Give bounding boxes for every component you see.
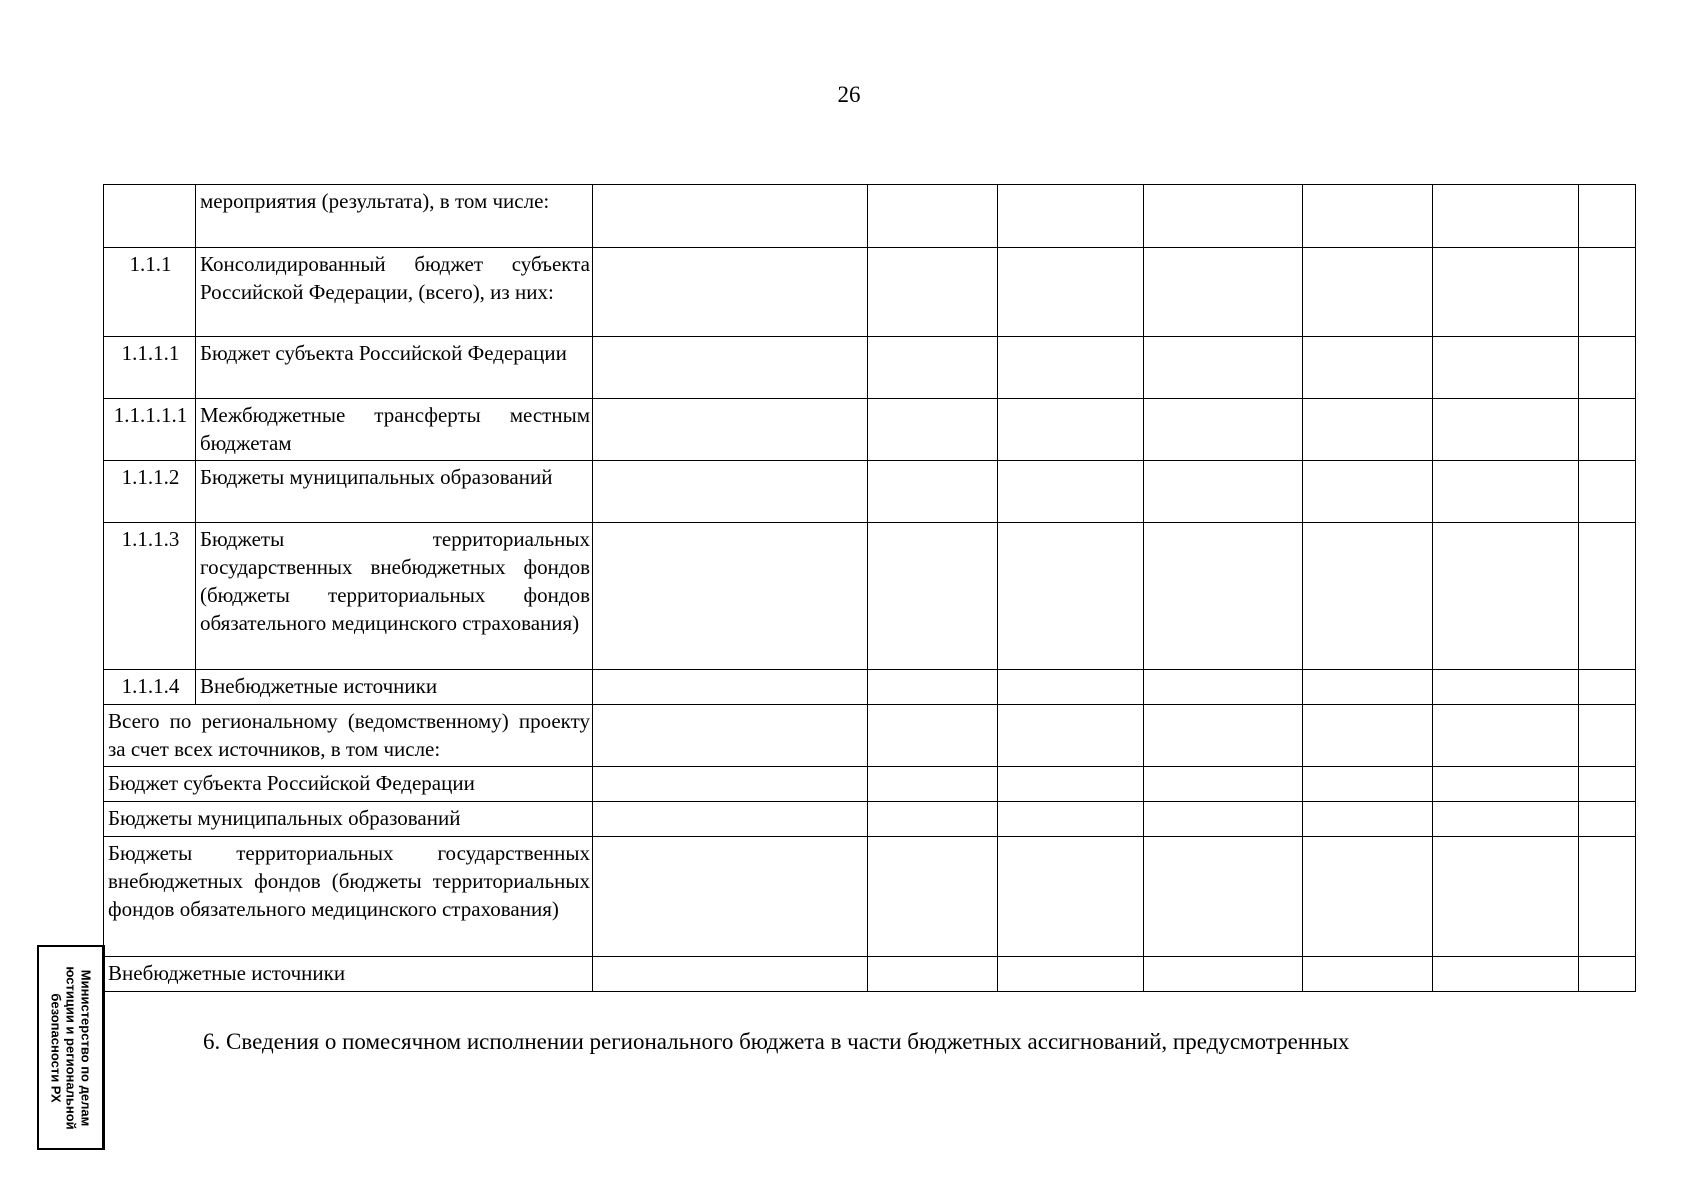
total-row	[104, 802, 1636, 837]
row-number: 1.1.1.1.1	[104, 399, 196, 461]
empty-value-cell	[998, 461, 1144, 523]
empty-value-cell	[1579, 337, 1636, 399]
empty-value-cell	[868, 670, 998, 705]
total-row	[104, 705, 1636, 767]
empty-value-cell	[1303, 705, 1433, 767]
row-description: Бюджеты территориальных государственных внебюджетных фондов (бюджеты территориальных фондов обязательного медицинского страхования)	[196, 523, 593, 670]
page-number: 26	[837, 82, 861, 107]
empty-value-cell	[593, 461, 868, 523]
row-number: 1.1.1.2	[104, 461, 196, 523]
row-description: мероприятия (результата), в том числе:	[196, 185, 593, 248]
empty-value-cell	[1303, 248, 1433, 337]
section-heading: 6. Сведения о помесячном исполнении регионального бюджета в части бюджетных ассигнований, предусмотренных	[203, 1029, 1350, 1054]
empty-value-cell	[593, 185, 868, 248]
empty-value-cell	[998, 670, 1144, 705]
empty-value-cell	[998, 767, 1144, 802]
total-description: Внебюджетные источники	[104, 957, 593, 992]
table-row	[104, 461, 1636, 523]
row-description: Внебюджетные источники	[196, 670, 593, 705]
total-row	[104, 837, 1636, 957]
empty-value-cell	[1144, 837, 1303, 957]
empty-value-cell	[1433, 837, 1579, 957]
empty-value-cell	[1303, 523, 1433, 670]
row-description: Бюджет субъекта Российской Федерации	[196, 337, 593, 399]
empty-value-cell	[868, 185, 998, 248]
empty-value-cell	[998, 399, 1144, 461]
table-row	[104, 248, 1636, 337]
empty-value-cell	[1303, 399, 1433, 461]
empty-value-cell	[1579, 461, 1636, 523]
empty-value-cell	[1433, 705, 1579, 767]
empty-value-cell	[593, 523, 868, 670]
stamp-line: Министерство по делам	[78, 969, 93, 1126]
empty-value-cell	[868, 523, 998, 670]
stamp-line: безопасности РХ	[48, 992, 63, 1103]
empty-value-cell	[1303, 802, 1433, 837]
empty-value-cell	[998, 185, 1144, 248]
empty-value-cell	[868, 767, 998, 802]
total-description: Всего по региональному (ведомственному) проекту за счет всех источников, в том числе:	[104, 705, 593, 767]
empty-value-cell	[1433, 767, 1579, 802]
total-description: Бюджет субъекта Российской Федерации	[104, 767, 593, 802]
empty-value-cell	[1433, 337, 1579, 399]
empty-value-cell	[998, 248, 1144, 337]
row-number: 1.1.1.4	[104, 670, 196, 705]
empty-value-cell	[1579, 837, 1636, 957]
empty-value-cell	[1433, 248, 1579, 337]
row-description: Консолидированный бюджет субъекта Российской Федерации, (всего), из них:	[196, 248, 593, 337]
row-description: Межбюджетные трансферты местным бюджетам	[196, 399, 593, 461]
empty-value-cell	[593, 957, 868, 992]
empty-value-cell	[998, 837, 1144, 957]
empty-value-cell	[1303, 670, 1433, 705]
empty-value-cell	[1303, 837, 1433, 957]
empty-value-cell	[998, 802, 1144, 837]
empty-value-cell	[1144, 399, 1303, 461]
empty-value-cell	[1433, 461, 1579, 523]
empty-value-cell	[593, 802, 868, 837]
stamp-line: юстиции и региональной	[63, 965, 78, 1130]
row-number: 1.1.1.3	[104, 523, 196, 670]
row-number: 1.1.1.1	[104, 337, 196, 399]
empty-value-cell	[1144, 461, 1303, 523]
empty-value-cell	[593, 705, 868, 767]
empty-value-cell	[1579, 802, 1636, 837]
table-row	[104, 670, 1636, 705]
empty-value-cell	[1144, 957, 1303, 992]
empty-value-cell	[868, 957, 998, 992]
empty-value-cell	[1579, 399, 1636, 461]
total-row	[104, 957, 1636, 992]
empty-value-cell	[1144, 337, 1303, 399]
empty-value-cell	[1579, 957, 1636, 992]
empty-value-cell	[868, 337, 998, 399]
empty-value-cell	[593, 670, 868, 705]
empty-value-cell	[1433, 802, 1579, 837]
empty-value-cell	[868, 802, 998, 837]
empty-value-cell	[1144, 705, 1303, 767]
table-row	[104, 399, 1636, 461]
empty-value-cell	[1303, 767, 1433, 802]
empty-value-cell	[1433, 523, 1579, 670]
empty-value-cell	[1433, 957, 1579, 992]
empty-value-cell	[593, 248, 868, 337]
row-description: Бюджеты муниципальных образований	[196, 461, 593, 523]
row-number: 1.1.1	[104, 248, 196, 337]
table-row	[104, 185, 1636, 248]
empty-value-cell	[868, 705, 998, 767]
empty-value-cell	[593, 399, 868, 461]
empty-value-cell	[1144, 248, 1303, 337]
stamp-text	[48, 948, 93, 1148]
empty-value-cell	[1579, 705, 1636, 767]
empty-value-cell	[1144, 670, 1303, 705]
empty-value-cell	[998, 957, 1144, 992]
empty-value-cell	[868, 248, 998, 337]
empty-value-cell	[868, 461, 998, 523]
total-description: Бюджеты территориальных государственных внебюджетных фондов (бюджеты территориальных фондов обязательного медицинского страхования)	[104, 837, 593, 957]
ministry-stamp	[37, 945, 105, 1150]
empty-value-cell	[868, 837, 998, 957]
empty-value-cell	[1144, 802, 1303, 837]
empty-value-cell	[1144, 523, 1303, 670]
empty-value-cell	[1579, 248, 1636, 337]
total-row	[104, 767, 1636, 802]
empty-value-cell	[1433, 399, 1579, 461]
empty-value-cell	[1579, 767, 1636, 802]
empty-value-cell	[1433, 670, 1579, 705]
empty-value-cell	[1303, 957, 1433, 992]
row-number	[104, 185, 196, 248]
empty-value-cell	[593, 837, 868, 957]
empty-value-cell	[1303, 185, 1433, 248]
empty-value-cell	[1579, 185, 1636, 248]
empty-value-cell	[868, 399, 998, 461]
empty-value-cell	[593, 767, 868, 802]
empty-value-cell	[593, 337, 868, 399]
empty-value-cell	[998, 337, 1144, 399]
empty-value-cell	[998, 705, 1144, 767]
table-body	[104, 185, 1636, 992]
total-description: Бюджеты муниципальных образований	[104, 802, 593, 837]
empty-value-cell	[1433, 185, 1579, 248]
table-row	[104, 337, 1636, 399]
empty-value-cell	[998, 523, 1144, 670]
budget-table	[103, 184, 1636, 992]
empty-value-cell	[1579, 670, 1636, 705]
table-row	[104, 523, 1636, 670]
empty-value-cell	[1579, 523, 1636, 670]
empty-value-cell	[1303, 337, 1433, 399]
empty-value-cell	[1144, 185, 1303, 248]
empty-value-cell	[1303, 461, 1433, 523]
empty-value-cell	[1144, 767, 1303, 802]
